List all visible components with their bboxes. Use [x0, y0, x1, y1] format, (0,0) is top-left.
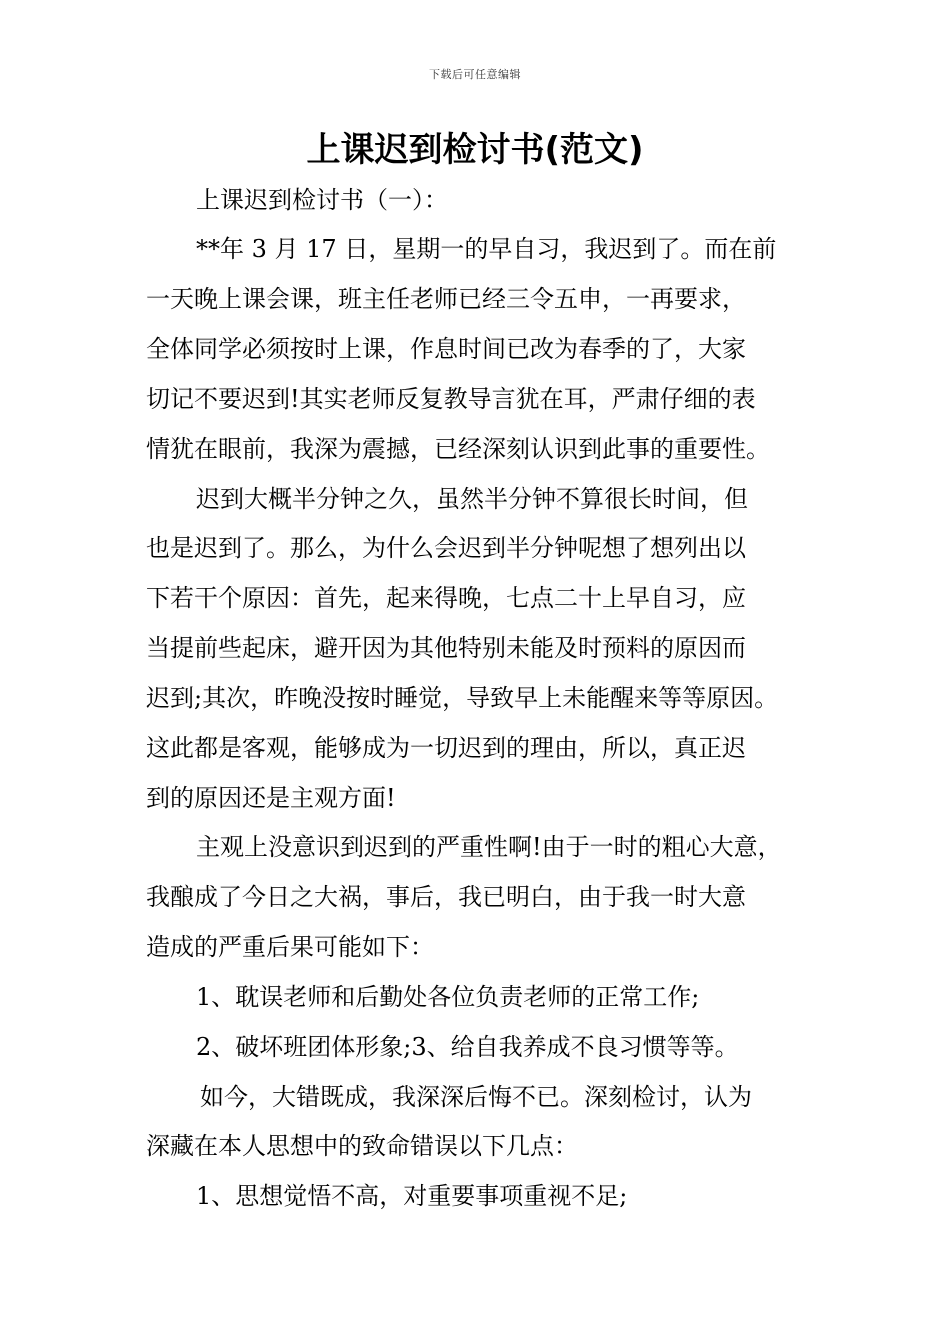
list-item: 1、思想觉悟不高，对重要事项重视不足; [196, 1182, 628, 1210]
paragraph-line: 迟到大概半分钟之久，虽然半分钟不算很长时间，但 [196, 485, 748, 513]
paragraph-line: 如今，大错既成，我深深后悔不已。深刻检讨，认为 [200, 1083, 752, 1111]
paragraph-line: 到的原因还是主观方面! [146, 784, 396, 812]
paragraph-line: 迟到;其次，昨晚没按时睡觉，导致早上未能醒来等等原因。 [146, 684, 779, 712]
header-note: 下载后可任意编辑 [429, 68, 521, 81]
paragraph-line: 一天晚上课会课，班主任老师已经三令五申，一再要求， [146, 285, 746, 313]
paragraph-line: **年 3 月 17 日，星期一的早自习，我迟到了。而在前 [196, 235, 777, 263]
paragraph-line: 也是迟到了。那么，为什么会迟到半分钟呢想了想列出以 [146, 534, 746, 562]
paragraph-line: 造成的严重后果可能如下： [146, 933, 434, 961]
paragraph-line: 深藏在本人思想中的致命错误以下几点： [146, 1132, 578, 1160]
list-item: 1、耽误老师和后勤处各位负责老师的正常工作; [196, 983, 700, 1011]
paragraph-line: 这此都是客观，能够成为一切迟到的理由，所以，真正迟 [146, 734, 746, 762]
paragraph-line: 我酿成了今日之大祸，事后，我已明白，由于我一时大意 [146, 883, 746, 911]
section-heading: 上课迟到检讨书（一）： [196, 186, 448, 214]
paragraph-line: 情犹在眼前，我深为震撼，已经深刻认识到此事的重要性。 [146, 435, 770, 463]
list-item: 2、破坏班团体形象;3、给自我养成不良习惯等等。 [196, 1033, 739, 1061]
paragraph-line: 下若干个原因：首先，起来得晚，七点二十上早自习，应 [146, 584, 746, 612]
paragraph-line: 切记不要迟到!其实老师反复教导言犹在耳，严肃仔细的表 [146, 385, 756, 413]
paragraph-line: 全体同学必须按时上课，作息时间已改为春季的了，大家 [146, 335, 746, 363]
document-title: 上课迟到检讨书(范文) [306, 130, 644, 170]
paragraph-line: 主观上没意识到迟到的严重性啊!由于一时的粗心大意， [196, 833, 782, 861]
paragraph-line: 当提前些起床，避开因为其他特别未能及时预料的原因而 [146, 634, 746, 662]
